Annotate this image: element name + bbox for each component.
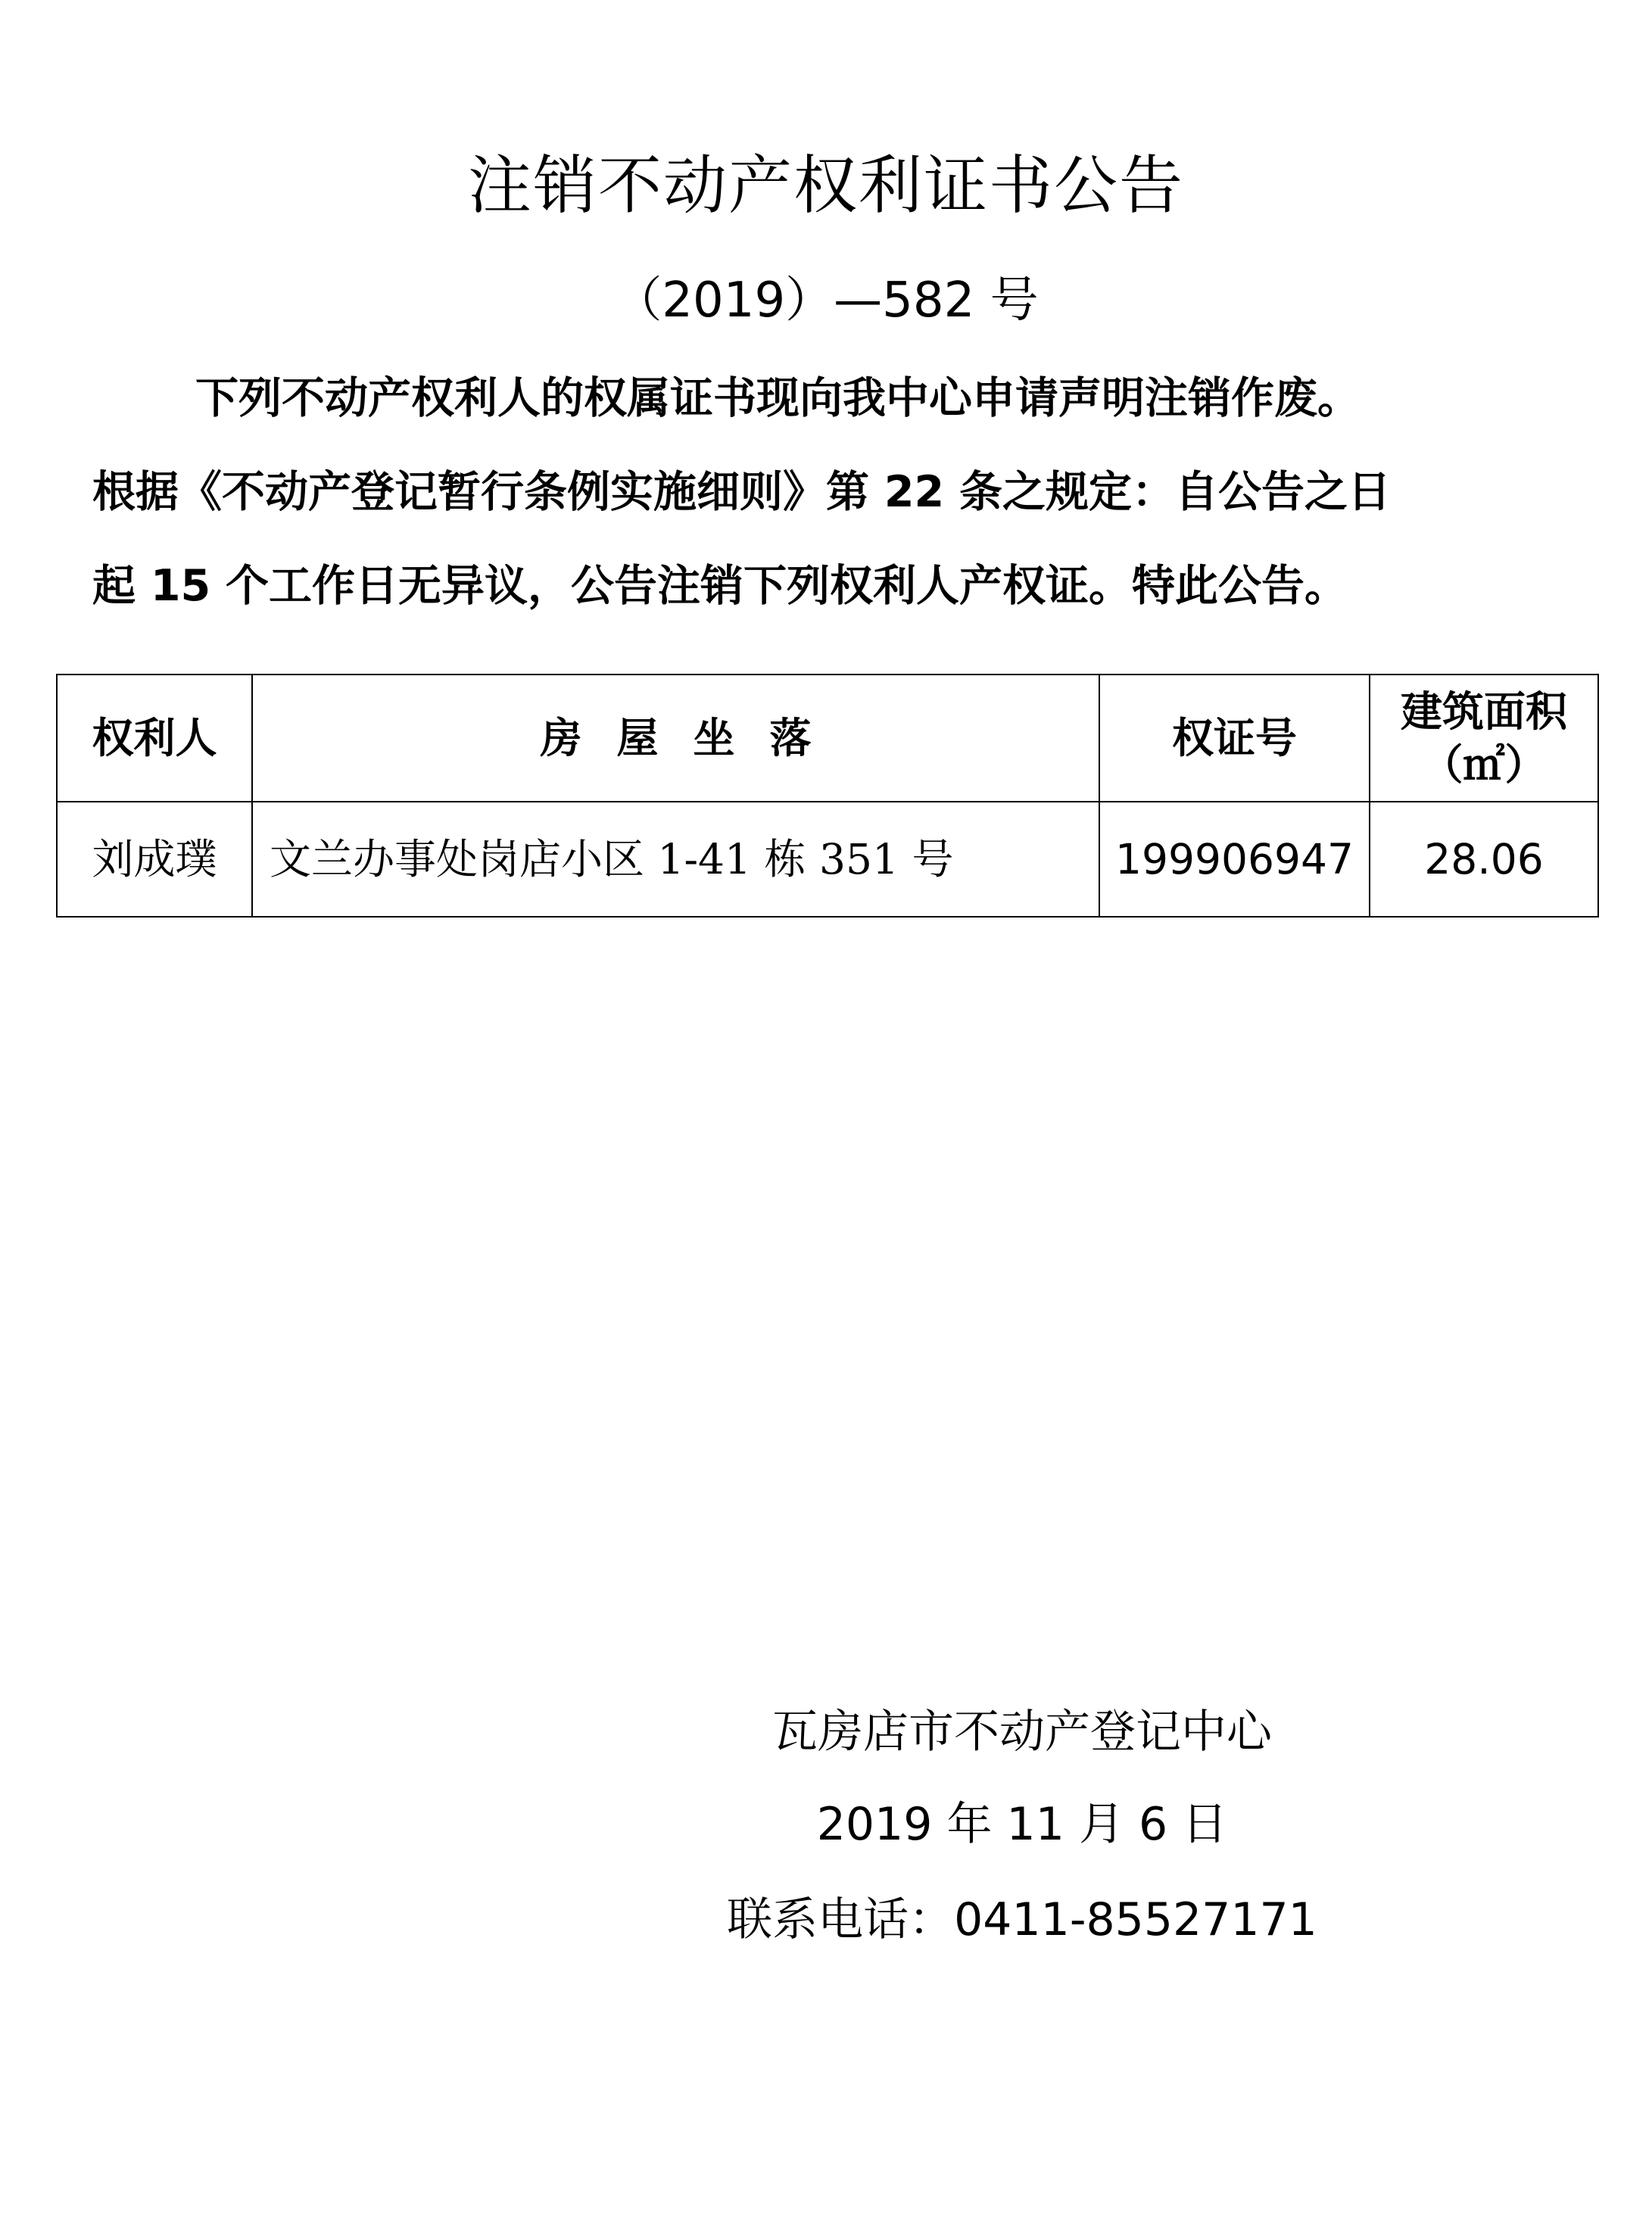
header-cert-no: 权证号	[1099, 675, 1370, 802]
header-location	[252, 675, 1099, 802]
header-area-unit: （㎡）	[1421, 740, 1547, 789]
header-location-label: 房屋坐落	[540, 714, 846, 762]
table-header-row	[57, 675, 1598, 802]
cancelled-certificates-table	[56, 674, 1599, 918]
notice-paragraph-line-3: 起 15 个工作日无异议，公告注销下列权利人产权证。特此公告。	[92, 561, 1348, 611]
notice-paragraph-line-1: 下列不动产权利人的权属证书现向我中心申请声明注销作废。	[195, 373, 1361, 423]
issue-date: 2019 年 11 月 6 日	[816, 1798, 1228, 1851]
contact-phone: 联系电话：0411-85527171	[727, 1893, 1317, 1946]
header-area-label: 建筑面积	[1400, 687, 1567, 736]
cell-holder: 刘成璞	[57, 802, 252, 917]
cell-cert-no: 199906947	[1099, 802, 1370, 917]
notice-title: 注销不动产权利证书公告	[467, 148, 1184, 223]
cell-area: 28.06	[1370, 802, 1598, 917]
notice-paragraph-line-2: 根据《不动产登记暂行条例实施细则》第 22 条之规定：自公告之日	[92, 467, 1392, 517]
header-holder: 权利人	[57, 675, 252, 802]
cell-location: 文兰办事处岗店小区 1-41 栋 351 号	[252, 802, 1099, 917]
document-number: （2019）—582 号	[613, 273, 1039, 329]
table-row	[57, 802, 1598, 917]
issuer-name: 瓦房店市不动产登记中心	[772, 1706, 1272, 1759]
header-area	[1370, 675, 1598, 802]
